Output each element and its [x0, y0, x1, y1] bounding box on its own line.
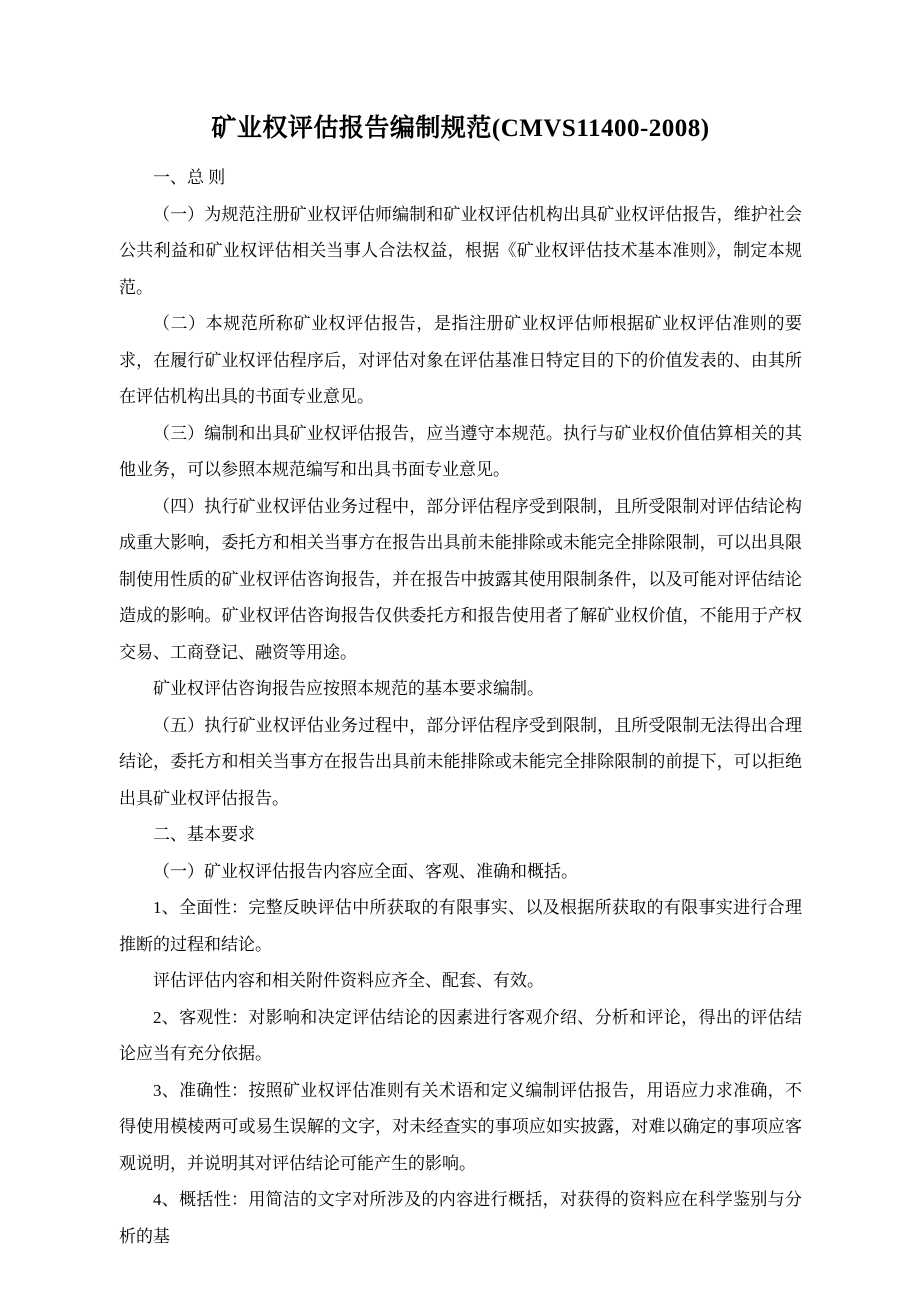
- document-title: 矿业权评估报告编制规范(CMVS11400-2008): [211, 115, 710, 142]
- paragraph-section-heading: 二、基本要求: [153, 825, 255, 844]
- paragraph: （四）执行矿业权评估业务过程中，部分评估程序受到限制，且所受限制对评估结论构成重大影响，委托方和相关当事方在报告出具前未能排除或未能完全排除限制，可以出具限制使用性质的矿业权评估咨询报告，并在报告中披露其使用限制条件，以及可能对评估结论造成的影响。矿业权评估咨询报告仅供委托方和报告使用者了解矿业权价值，不能用于产权交易、工商登记、融资等用途。: [119, 496, 802, 662]
- paragraph: （五）执行矿业权评估业务过程中，部分评估程序受到限制，且所受限制无法得出合理结论，委托方和相关当事方在报告出具前未能排除或未能完全排除限制的前提下，可以拒绝出具矿业权评估报告。: [119, 715, 802, 808]
- document-body: [119, 160, 802, 1255]
- paragraph: （一）矿业权评估报告内容应全面、客观、准确和概括。: [153, 861, 578, 881]
- paragraph: （二）本规范所称矿业权评估报告，是指注册矿业权评估师根据矿业权评估准则的要求，在履行矿业权评估程序后，对评估对象在评估基准日特定目的下的价值发表的、由其所在评估机构出具的书面专业意见。: [119, 314, 802, 406]
- paragraph: 评估评估内容和相关附件资料应齐全、配套、有效。: [153, 971, 544, 990]
- paragraph: 矿业权评估咨询报告应按照本规范的基本要求编制。: [153, 679, 544, 698]
- paragraph: （一）为规范注册矿业权评估师编制和矿业权评估机构出具矿业权评估报告，维护社会公共利益和矿业权评估相关当事人合法权益，根据《矿业权评估技术基本准则》，制定本规范。: [119, 204, 802, 297]
- paragraph: （三）编制和出具矿业权评估报告，应当遵守本规范。执行与矿业权价值估算相关的其他业务，可以参照本规范编写和出具书面专业意见。: [119, 423, 802, 479]
- paragraph: 4、概括性：用简洁的文字对所涉及的内容进行概括，对获得的资料应在科学鉴别与分析的基: [119, 1190, 802, 1246]
- paragraph: 1、全面性：完整反映评估中所获取的有限事实、以及根据所获取的有限事实进行合理推断的过程和结论。: [119, 898, 802, 954]
- paragraph: 3、准确性：按照矿业权评估准则有关术语和定义编制评估报告，用语应力求准确，不得使用模棱两可或易生误解的文字，对未经查实的事项应如实披露，对难以确定的事项应客观说明，并说明其对评估结论可能产生的影响。: [119, 1080, 802, 1173]
- paragraph-section-heading: 一、总 则: [153, 168, 226, 187]
- paragraph: 2、客观性：对影响和决定评估结论的因素进行客观介绍、分析和评论，得出的评估结论应当有充分依据。: [119, 1007, 802, 1063]
